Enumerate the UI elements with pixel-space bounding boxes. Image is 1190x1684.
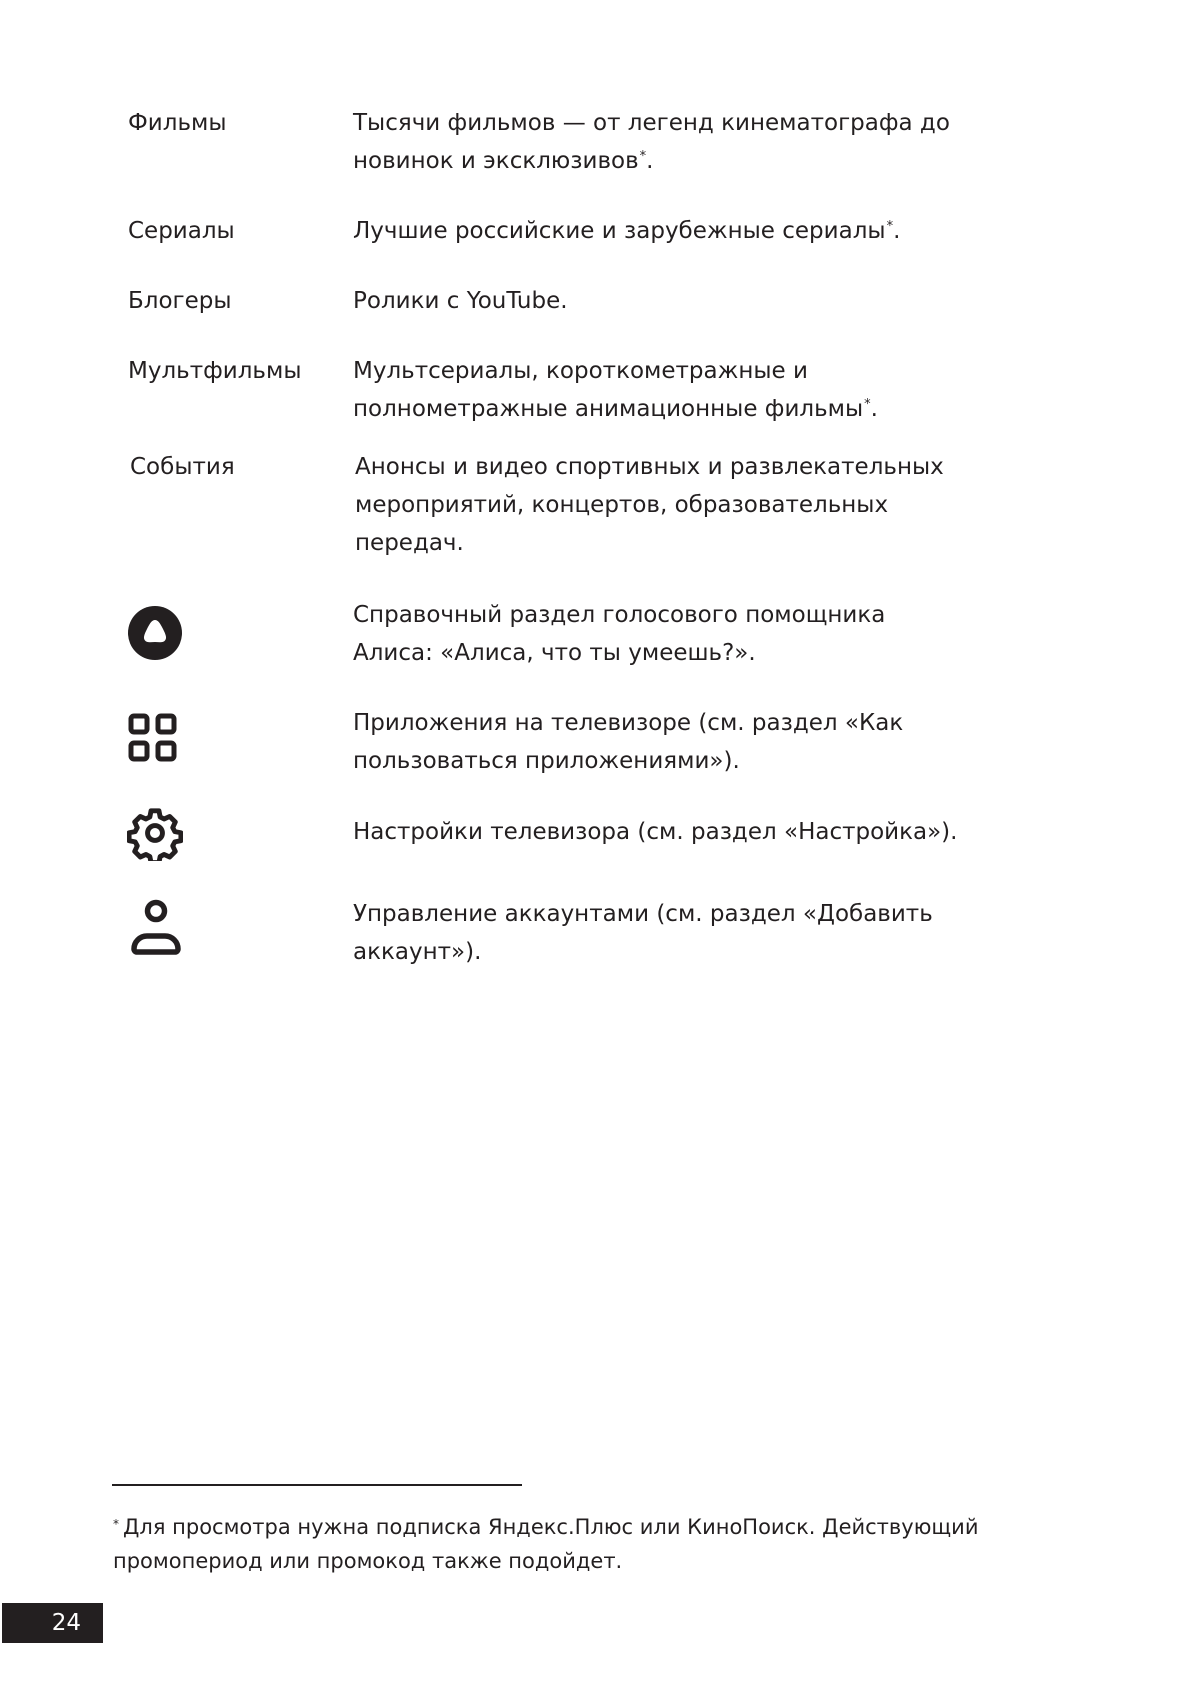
description-text: полнометражные анимационные фильмы (353, 396, 864, 422)
entry-settings (128, 813, 1088, 873)
footnote (113, 1510, 1113, 1578)
entry-description (353, 596, 1053, 672)
description-line: Настройки телевизора (см. раздел «Настройка»). (353, 819, 958, 845)
entry-description (353, 212, 1053, 250)
description-line (353, 212, 1053, 250)
entry-label: Мультфильмы (128, 358, 302, 384)
description-text: Лучшие российские и зарубежные сериалы (353, 218, 886, 244)
entry-label: События (130, 454, 235, 480)
entry-description (353, 813, 1053, 851)
description-text: новинок и эксклюзивов (353, 148, 639, 174)
entry-description (353, 352, 1053, 428)
entry-description (353, 282, 1053, 320)
entry-cartoons (128, 352, 1088, 428)
entry-description (353, 704, 1053, 780)
entry-films (128, 104, 1088, 180)
description-line: Ролики с YouTube. (353, 288, 568, 314)
apps-grid-icon (128, 713, 178, 763)
entry-apps (128, 704, 1088, 780)
description-end: . (893, 218, 901, 244)
description-line: Алиса: «Алиса, что ты умеешь?». (353, 640, 756, 666)
footnote-text: Для просмотра нужна подписка Яндекс.Плюс или КиноПоиск. Действующий (123, 1515, 979, 1539)
description-line: Тысячи фильмов — от легенд кинематографа до (353, 110, 950, 136)
page-number: 24 (2, 1603, 103, 1643)
description-line: пользоваться приложениями»). (353, 748, 740, 774)
entry-description (353, 104, 1053, 180)
footnote-line: промопериод или промокод также подойдет. (113, 1549, 623, 1573)
entry-series (128, 212, 1088, 250)
footnote-mark: * (886, 219, 894, 234)
description-line: Анонсы и видео спортивных и развлекательных (355, 454, 944, 480)
entry-label: Блогеры (128, 288, 232, 314)
description-line: аккаунт»). (353, 939, 482, 965)
footnote-line (113, 1510, 1113, 1544)
alice-icon (127, 605, 183, 661)
entry-accounts (128, 895, 1088, 971)
description-line: Мультсериалы, короткометражные и (353, 358, 808, 384)
entry-description (353, 895, 1053, 971)
entry-description (355, 448, 1055, 562)
description-line: Управление аккаунтами (см. раздел «Добавить (353, 901, 933, 927)
user-icon (131, 899, 181, 957)
footnote-mark: * (864, 397, 871, 412)
gear-icon (127, 805, 183, 861)
entry-events (128, 448, 1088, 562)
description-line (353, 390, 1053, 428)
description-line (353, 142, 1053, 180)
entry-label: Сериалы (128, 218, 235, 244)
footnote-mark: * (639, 149, 647, 164)
footnote-divider (112, 1484, 522, 1486)
description-end: . (870, 396, 878, 422)
description-line: мероприятий, концертов, образовательных (355, 492, 889, 518)
entry-bloggers (128, 282, 1088, 320)
description-line: Приложения на телевизоре (см. раздел «Как (353, 710, 904, 736)
description-line: Справочный раздел голосового помощника (353, 602, 886, 628)
description-end: . (646, 148, 654, 174)
entry-alice (128, 596, 1088, 672)
footnote-mark: * (113, 1517, 119, 1531)
description-line: передач. (355, 530, 464, 556)
entry-label: Фильмы (128, 110, 227, 136)
